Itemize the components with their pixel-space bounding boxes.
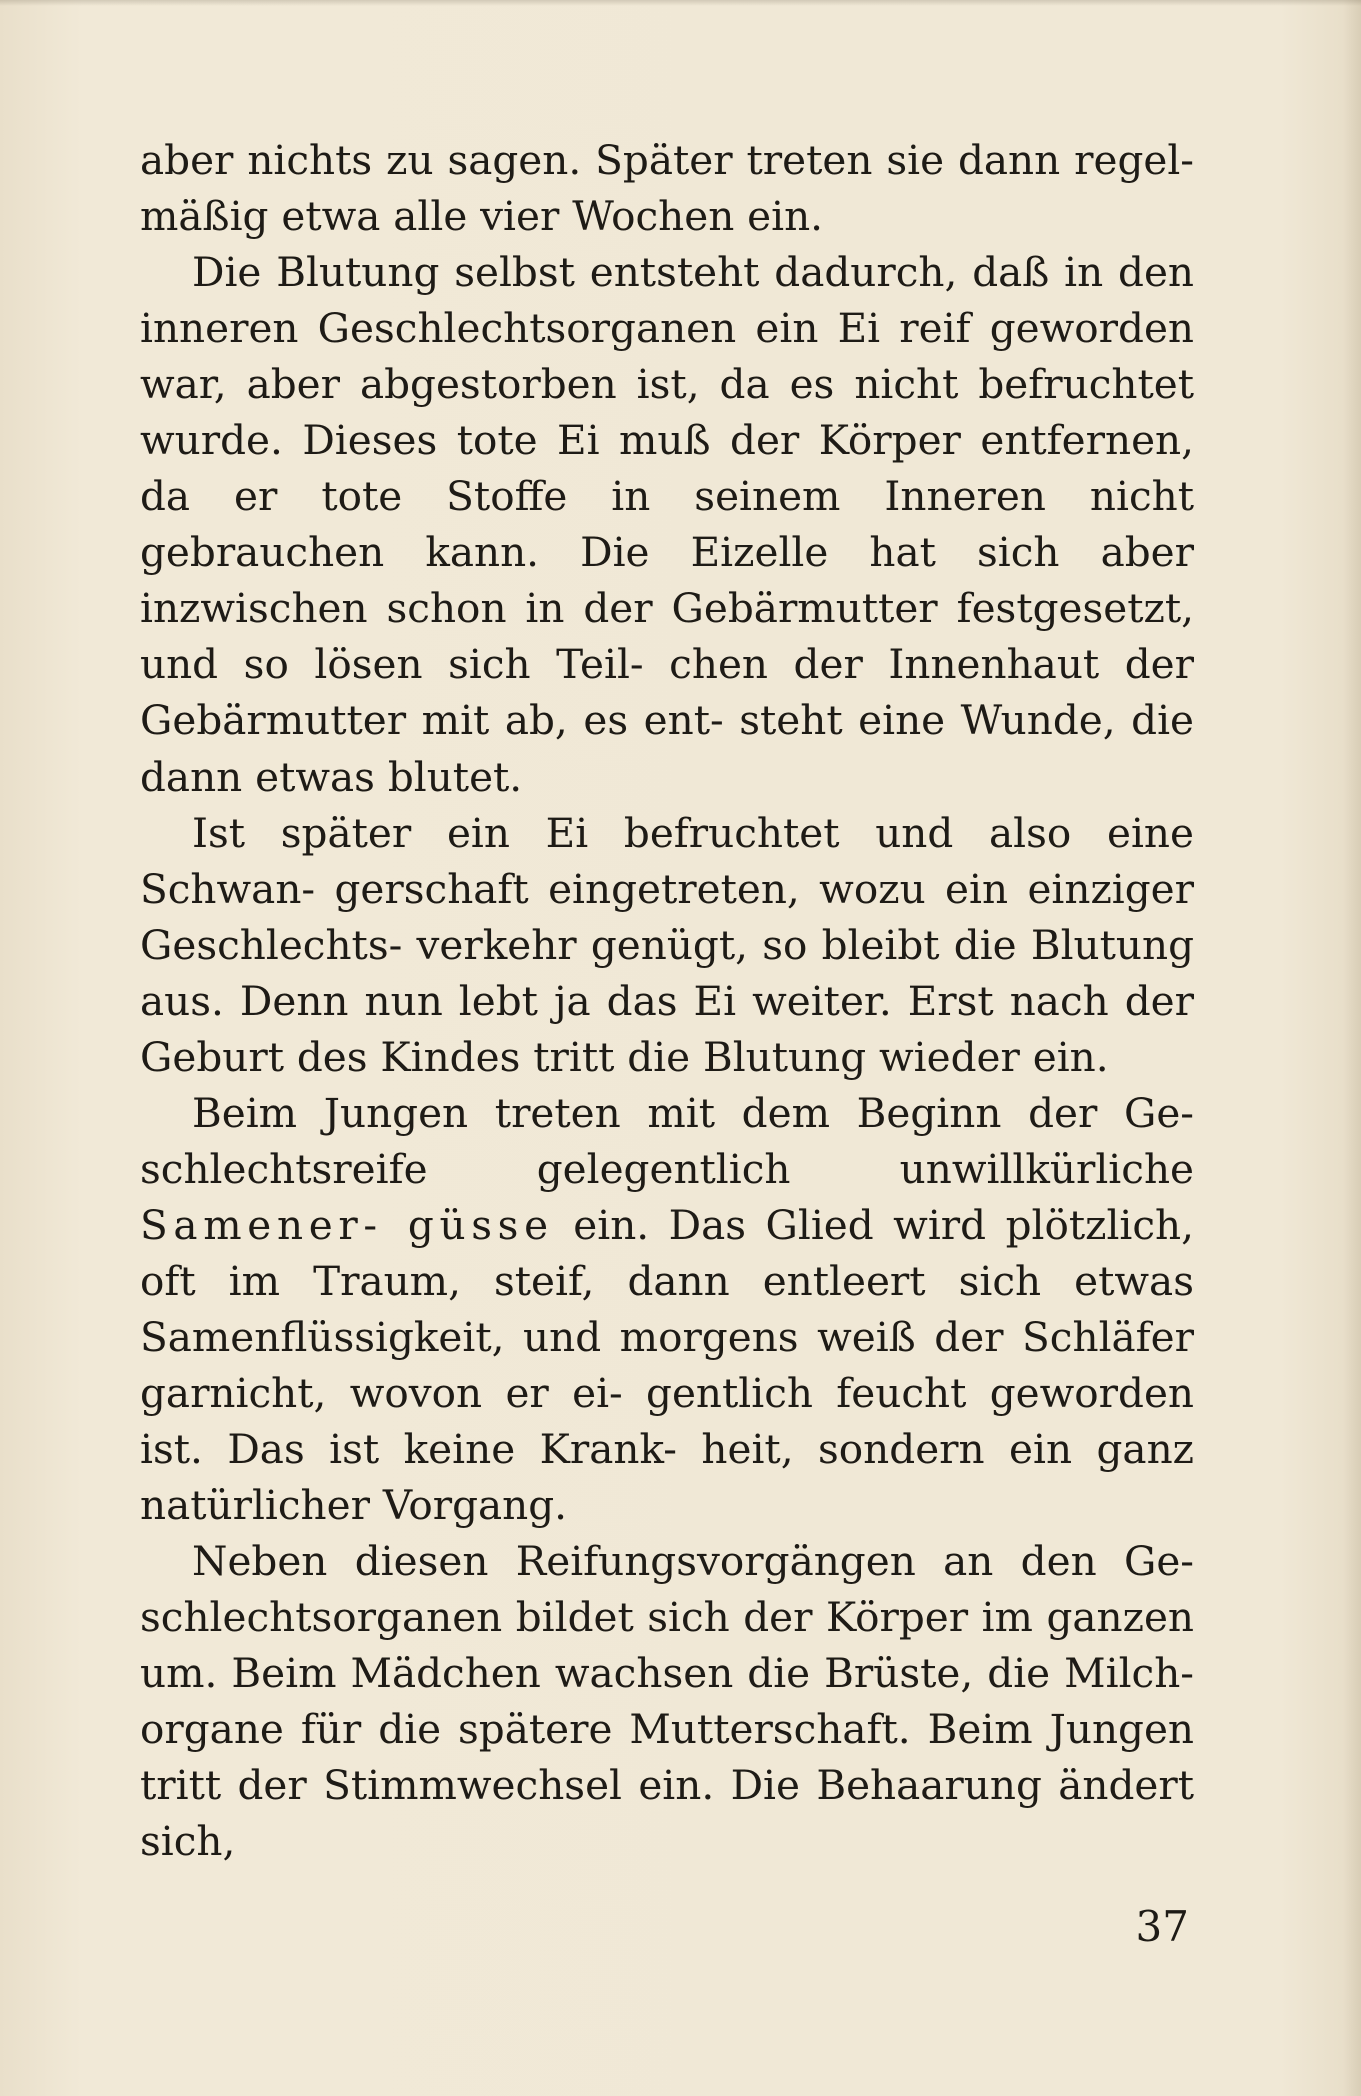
paragraph-text: Beim Jungen treten mit dem Beginn der Ge- schlechtsreife gelegentlich unwillkürliche xyxy=(140,1088,1194,1193)
paragraph xyxy=(140,1085,1194,1533)
paragraph xyxy=(140,805,1194,1085)
paragraph xyxy=(140,1533,1194,1869)
paragraph-text: Neben diesen Reifungsvorgängen an den Ge- schlechtsorganen bildet sich der Körper im ganzen um. Beim Mädchen wachsen die Brüste, die Milch- organe für die spätere Mutterschaft. Beim Jungen tritt der Stimmwechsel ein. Die Behaarung ändert sich, xyxy=(140,1537,1194,1866)
paragraph-text: Ist später ein Ei befruchtet und also eine Schwan- gerschaft eingetreten, wozu ein einziger Geschlechts- verkehr genügt, so bleibt die Blutung aus. Denn nun lebt ja das Ei weiter. Erst nach der Geburt des Kindes tritt die Blutung wieder ein. xyxy=(140,808,1194,1081)
paragraph-text: Die Blutung selbst entsteht dadurch, daß in den inneren Geschlechtsorganen ein Ei reif geworden war, aber abgestorben ist, da es nicht befruchtet wurde. Dieses tote Ei muß der Körper entfernen, da er tote Stoffe in seinem Inneren nicht gebrauchen kann. Die Eizelle hat sich aber inzwischen schon in der Gebärmutter festgesetzt, und so lösen sich Teil- chen der Innenhaut der Gebärmutter mit ab, es ent- steht eine Wunde, die dann etwas blutet. xyxy=(140,248,1194,801)
paragraph-text: ein. Das Glied wird plötzlich, oft im Traum, steif, dann entleert sich etwas Samenflüssigkeit, und morgens weiß der Schläfer garnicht, wovon er ei- gentlich feucht geworden ist. Das ist keine Krank- heit, sondern ein ganz natürlicher Vorgang. xyxy=(140,1200,1194,1530)
emphasized-term: Samener- güsse xyxy=(140,1200,554,1249)
page-number: 37 xyxy=(1135,1902,1189,1951)
page-edge-shadow xyxy=(1343,0,1361,2096)
body-text xyxy=(140,132,1194,1869)
page-top-edge xyxy=(0,0,1361,6)
paragraph xyxy=(140,132,1194,244)
paragraph-text: aber nichts zu sagen. Später treten sie dann regel- mäßig etwa alle vier Wochen ein. xyxy=(140,136,1194,241)
paragraph xyxy=(140,244,1194,804)
